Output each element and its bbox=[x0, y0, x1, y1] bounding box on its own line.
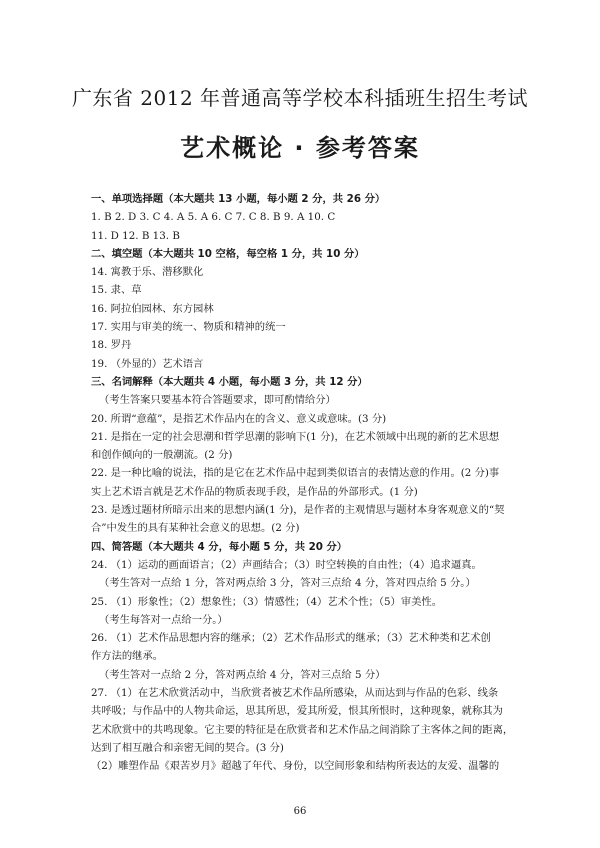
answer-line: 24. （1）运动的画面语言；（2）声画结合；（3）时空转换的自由性；（4）追求逼真。 bbox=[91, 558, 482, 571]
grading-note: （考生答对一点给 1 分，答对两点给 3 分，答对三点给 4 分，答对四点给 5 分。） bbox=[99, 577, 476, 590]
grading-note: （考生每答对一点给一分。） bbox=[99, 613, 228, 626]
answer-line: 25. （1）形象性；（2）想象性；（3）情感性；（4）艺术个性；（5）审美性。 bbox=[91, 595, 443, 608]
answer-line: 1. B 2. D 3. C 4. A 5. A 6. C 7. C 8. B 9. A 10. C bbox=[91, 211, 336, 224]
answer-line: 18. 罗丹 bbox=[91, 339, 132, 352]
answer-line: 16. 阿拉伯园林、东方园林 bbox=[91, 302, 214, 315]
answer-line: 和创作倾向的一般潮流。(2 分) bbox=[91, 449, 233, 462]
answer-line: 实上艺术语言就是艺术作品的物质表现手段，是作品的外部形式。(1 分) bbox=[91, 485, 418, 498]
answer-line: （2）雕塑作品《艰苦岁月》超越了年代、身份，以空间形象和结构所表达的友爱、温馨的 bbox=[91, 760, 500, 773]
grading-note: （考生答案只要基本符合答题要求，即可酌情给分） bbox=[99, 394, 336, 407]
answer-line: 作方法的继承。 bbox=[91, 650, 164, 663]
answer-line: 19. （外显的）艺术语言 bbox=[91, 357, 204, 370]
section-heading: 三、名词解释（本大题共 4 小题，每小题 3 分，共 12 分） bbox=[91, 375, 368, 388]
answer-line: 22. 是一种比喻的说法，指的是它在艺术作品中起到类似语言的表情达意的作用。(2 分)事 bbox=[91, 467, 500, 480]
answer-key-subtitle: 艺术概论 · 参考答案 bbox=[180, 134, 420, 162]
answer-line: 共呼吸；与作品中的人物共命运，思其所思，爱其所爱，恨其所恨时，这种现象，就称其为 bbox=[91, 705, 503, 718]
answer-line: 21. 是指在一定的社会思潮和哲学思潮的影响下(1 分)，在艺术领域中出现的新的艺术思想 bbox=[91, 430, 500, 443]
section-heading: 一、单项选择题（本大题共 13 小题，每小题 2 分，共 26 分） bbox=[91, 193, 386, 205]
answer-line: 达到了相互融合和亲密无间的契合。(3 分) bbox=[91, 741, 284, 754]
answer-line: 26. （1）艺术作品思想内容的继承；（2）艺术作品形式的继承；（3）艺术种类和艺术创 bbox=[91, 632, 491, 645]
answer-line: 艺术欣赏中的共鸣现象。它主要的特征是在欣赏者和艺术作品之间消除了主客体之间的距离， bbox=[91, 723, 513, 736]
answer-line: 合”中发生的具有某种社会意义的思想。(2 分) bbox=[91, 522, 300, 535]
grading-note: （考生答对一点给 2 分，答对两点给 4 分，答对三点给 5 分） bbox=[99, 668, 386, 681]
answer-line: 27. （1）在艺术欣赏活动中，当欣赏者被艺术作品所感染，从而达到与作品的色彩、线条 bbox=[91, 687, 499, 700]
answer-line: 11. D 12. B 13. B bbox=[91, 229, 180, 242]
answer-line: 20. 所谓“意蕴”，是指艺术作品内在的含义、意义或意味。(3 分) bbox=[91, 412, 387, 425]
answer-line: 14. 寓教于乐、潜移默化 bbox=[91, 266, 204, 279]
exam-title: 广东省 2012 年普通高等学校本科插班生招生考试 bbox=[71, 86, 529, 110]
answer-content bbox=[91, 190, 513, 776]
page-number: 66 bbox=[293, 806, 307, 817]
answer-line: 15. 隶、草 bbox=[91, 284, 142, 297]
section-heading: 二、填空题（本大题共 10 空格，每空格 1 分，共 10 分） bbox=[91, 247, 365, 260]
section-heading: 四、简答题（本大题共 4 分，每小题 5 分，共 20 分） bbox=[91, 540, 348, 553]
answer-line: 17. 实用与审美的统一、物质和精神的统一 bbox=[91, 321, 286, 334]
answer-line: 23. 是透过题材所暗示出来的思想内涵(1 分)，是作者的主观情思与题材本身客观意义的“契 bbox=[91, 504, 505, 517]
